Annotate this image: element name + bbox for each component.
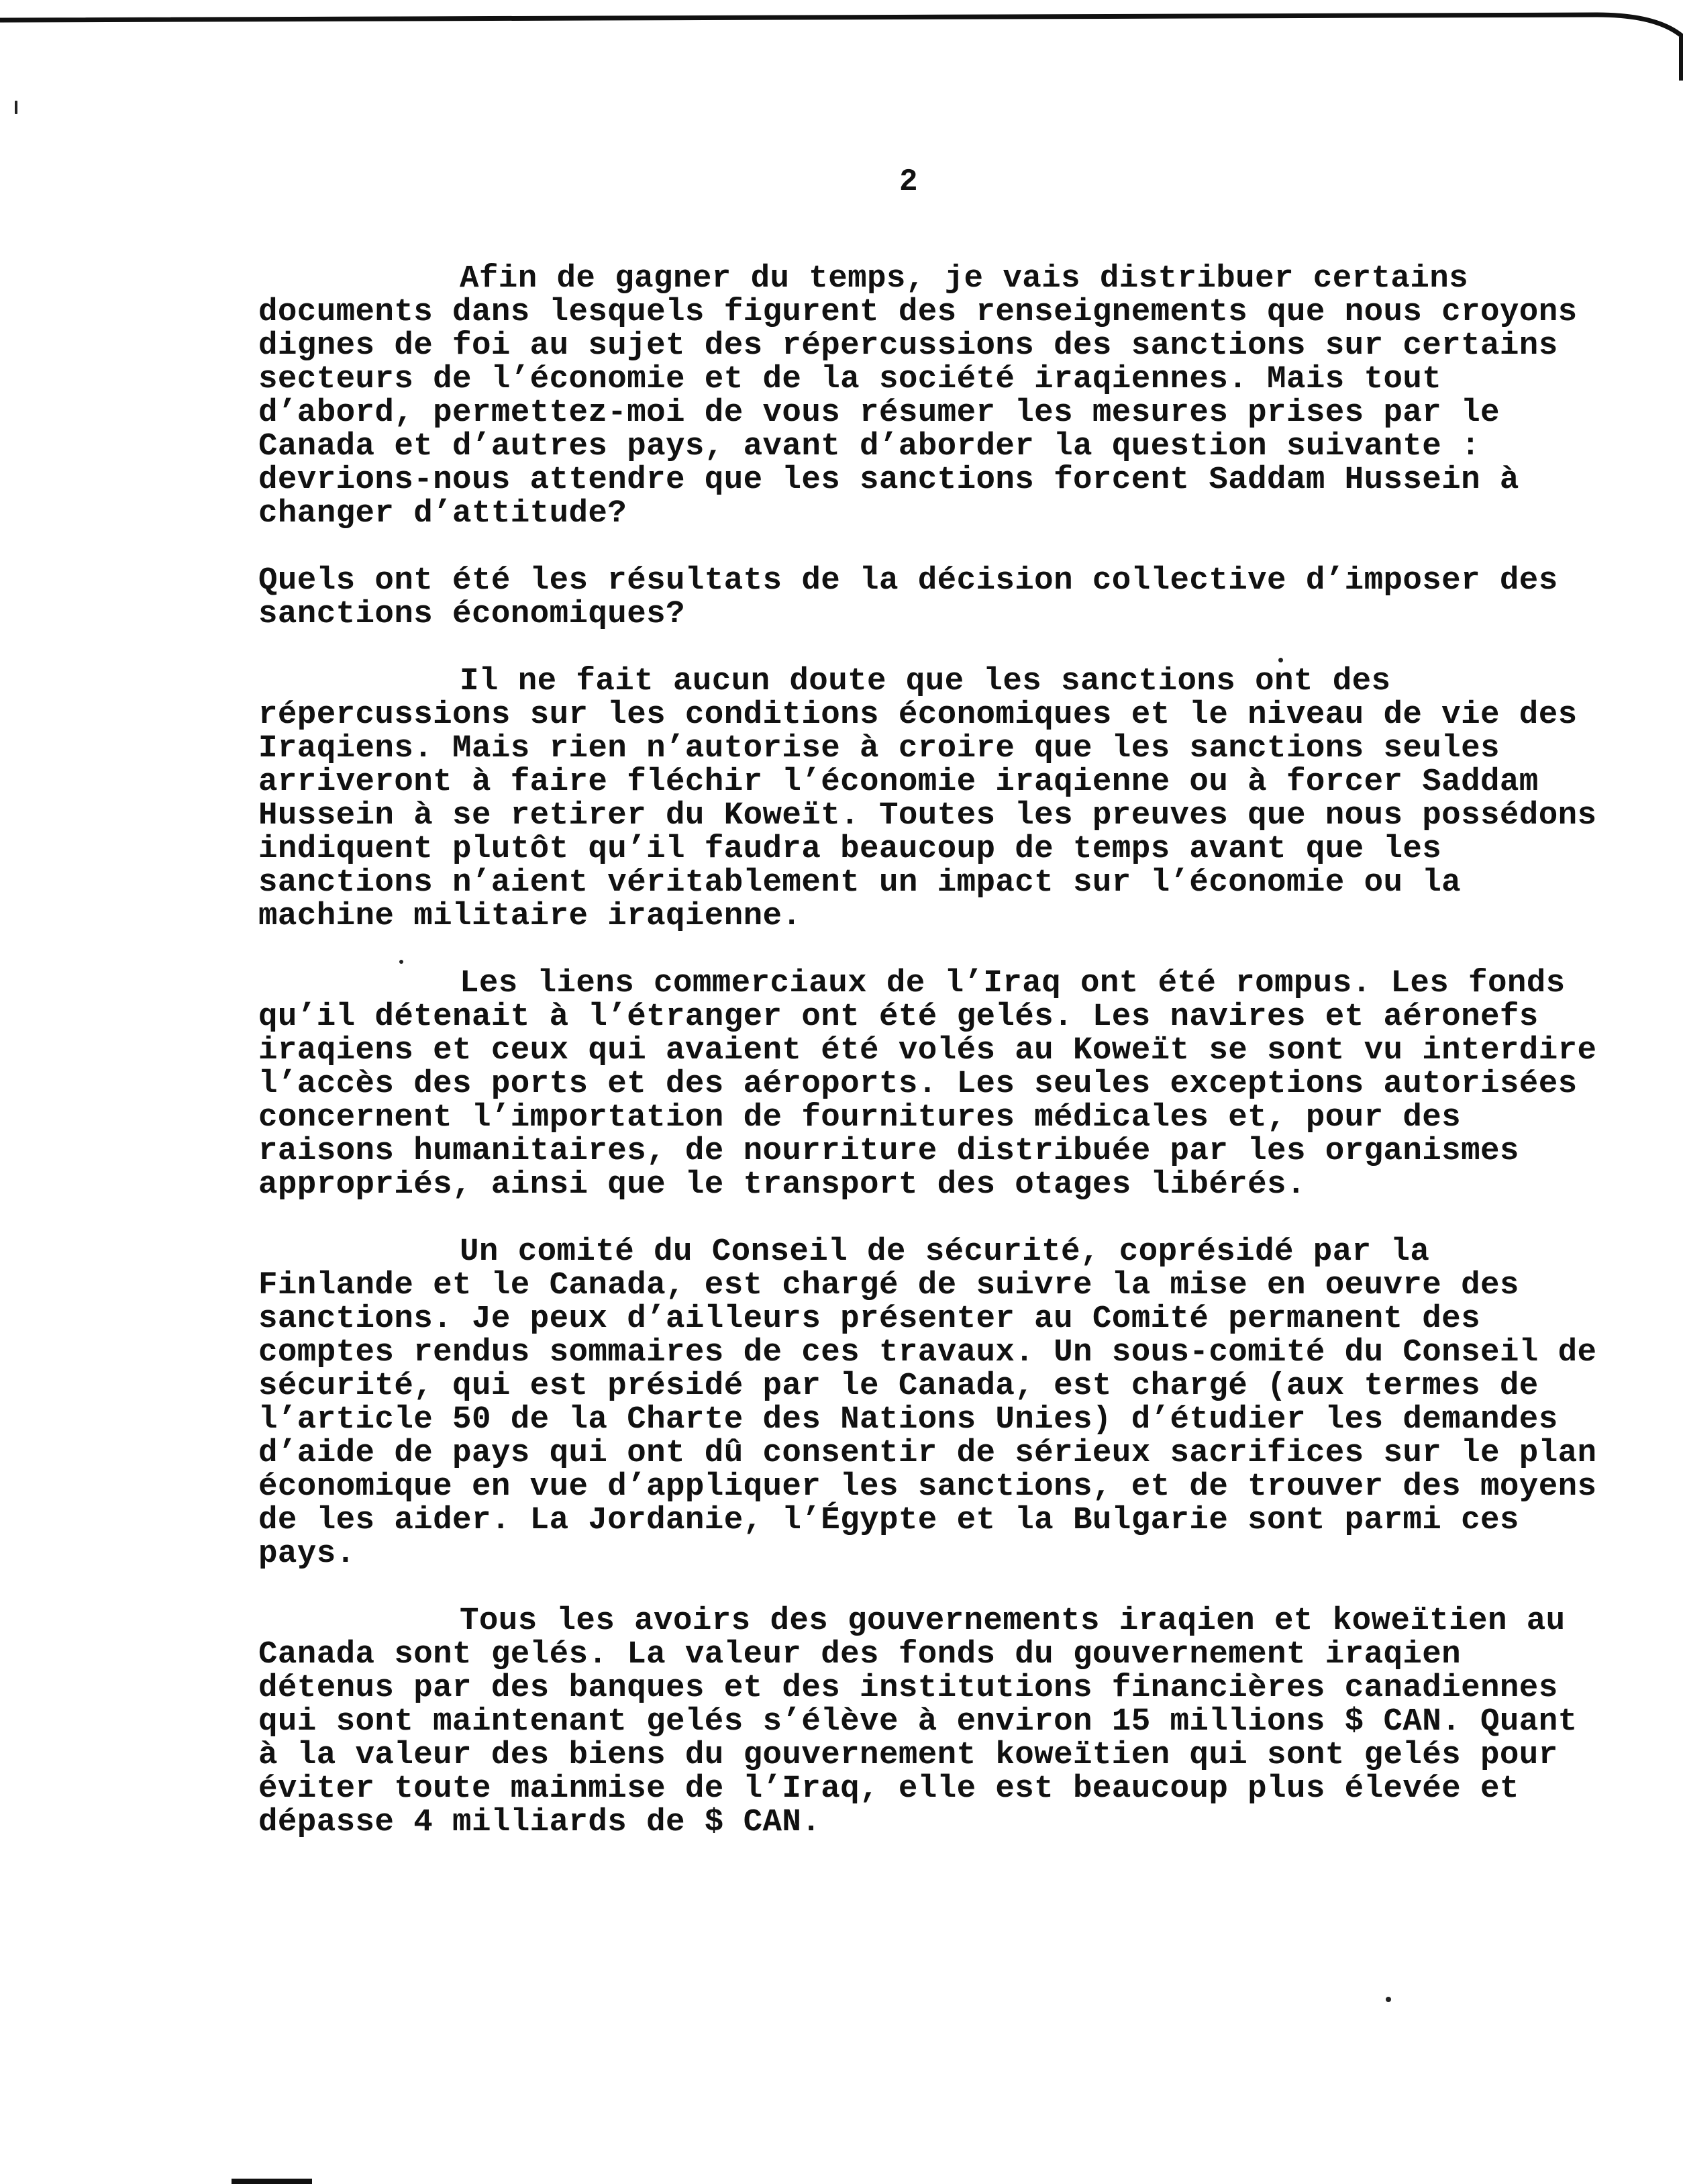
scan-speck: [15, 101, 17, 114]
footer-mark: [232, 2179, 312, 2184]
paragraph: Quels ont été les résultats de la décision collective d’imposer des sanctions économiques?: [258, 562, 1578, 632]
document-body: [258, 260, 1617, 1873]
paragraph: Les liens commerciaux de l’Iraq ont été rompus. Les fonds qu’il détenait à l’étranger ont été gelés. Les navires et aéronefs iraqiens et ceux qui avaient été volés au Koweït se sont vu interdire l’accès des ports et des aéroports. Les seules exceptions autorisées concernent l’importation de fournitures médicales et, pour des raisons humanitaires, de nourriture distribuée par les organismes appropriés, ainsi que le transport des otages libérés.: [258, 965, 1617, 1203]
paragraph: Il ne fait aucun doute que les sanctions ont des répercussions sur les conditions économiques et le niveau de vie des Iraqiens. Mais rien n’autorise à croire que les sanctions seules arriveront à faire fléchir l’économie iraqienne ou à forcer Saddam Hussein à se retirer du Koweït. Toutes les preuves que nous possédons indiquent plutôt qu’il faudra beaucoup de temps avant que les sanctions n’aient véritablement un impact sur l’économie ou la machine militaire iraqienne.: [258, 663, 1617, 934]
paragraph: Afin de gagner du temps, je vais distribuer certains documents dans lesquels figurent des renseignements que nous croyons dignes de foi au sujet des répercussions des sanctions sur certains secteurs de l’économie et de la société iraqiennes. Mais tout d’abord, permettez-moi de vous résumer les mesures prises par le Canada et d’autres pays, avant d’aborder la question suivante : devrions-nous attendre que les sanctions forcent Saddam Hussein à changer d’attitude?: [258, 260, 1597, 532]
paragraph: Tous les avoirs des gouvernements iraqien et koweïtien au Canada sont gelés. La valeur des fonds du gouvernement iraqien détenus par des banques et des institutions financières canadiennes qui sont maintenant gelés s’élève à environ 15 millions $ CAN. Quant à la valeur des biens du gouvernement koweïtien qui sont gelés pour éviter toute mainmise de l’Iraq, elle est beaucoup plus élevée et dépasse 4 milliards de $ CAN.: [258, 1603, 1597, 1840]
scan-speck: [1386, 1997, 1391, 2002]
paragraph: Un comité du Conseil de sécurité, coprésidé par la Finlande et le Canada, est chargé de suivre la mise en oeuvre des sanctions. Je peux d’ailleurs présenter au Comité permanent des comptes rendus sommaires de ces travaux. Un sous-comité du Conseil de sécurité, qui est présidé par le Canada, est chargé (aux termes de l’article 50 de la Charte des Nations Unies) d’étudier les demandes d’aide de pays qui ont dû consentir de sérieux sacrifices sur le plan économique en vue d’appliquer les sanctions, et de trouver des moyens de les aider. La Jordanie, l’Égypte et la Bulgarie sont parmi ces pays.: [258, 1234, 1617, 1572]
page-top-border: [0, 0, 1683, 81]
page-number: 2: [899, 164, 919, 199]
